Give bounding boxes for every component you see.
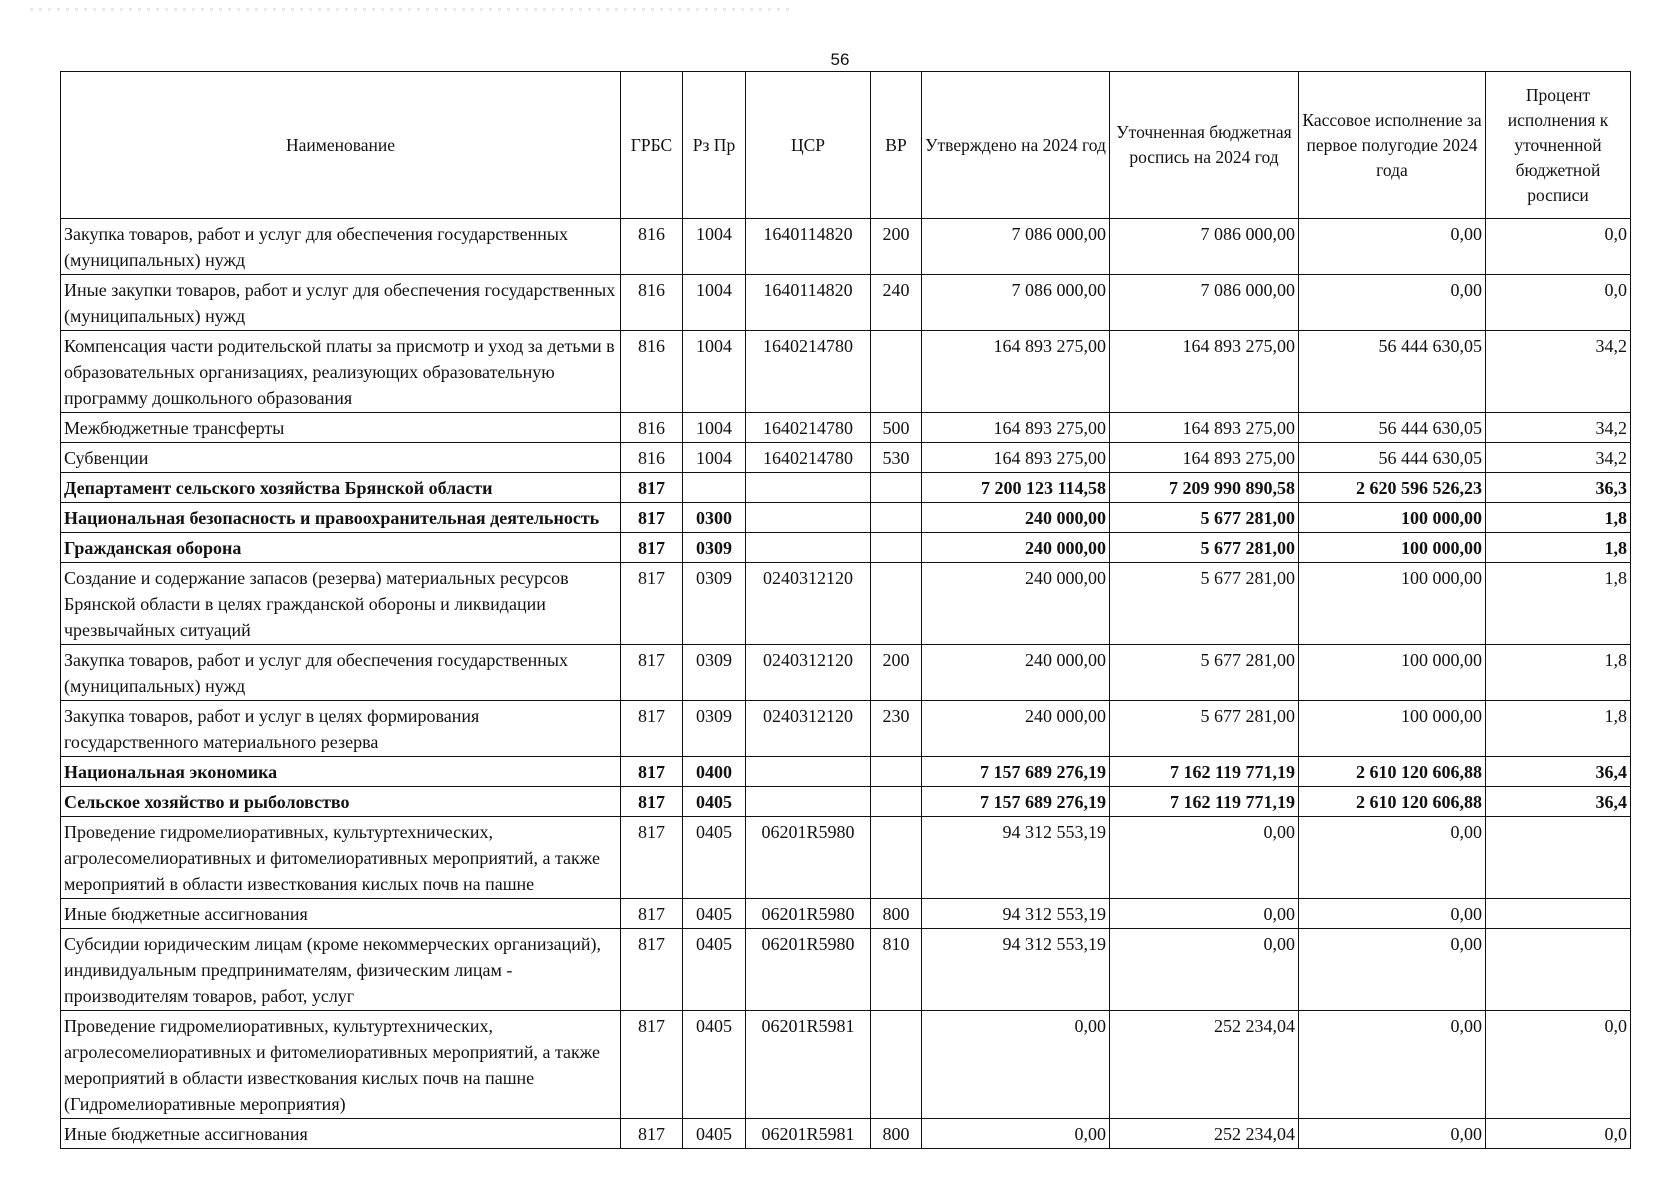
table-row [61,645,1631,701]
table-row [61,473,1631,503]
cell-vr: 200 [871,219,922,275]
cell-percent: 34,2 [1486,443,1631,473]
page-number: 56 [830,50,850,69]
table-row [61,787,1631,817]
cell-vr: 800 [871,899,922,929]
cell-grbs: 817 [621,1011,683,1119]
cell-grbs: 816 [621,413,683,443]
cell-vr: 230 [871,701,922,757]
cell-vr: 530 [871,443,922,473]
cell-refined: 0,00 [1110,899,1299,929]
cell-csr: 06201R5981 [746,1119,871,1149]
header-approved: Утверждено на 2024 год [922,72,1110,219]
cell-rzpr: 0309 [683,701,746,757]
cell-approved: 94 312 553,19 [922,817,1110,899]
cell-rzpr: 1004 [683,331,746,413]
cell-refined: 0,00 [1110,817,1299,899]
table-body [61,219,1631,1149]
cell-refined: 7 162 119 771,19 [1110,787,1299,817]
cell-rzpr: 1004 [683,443,746,473]
cell-percent: 0,0 [1486,275,1631,331]
cell-cash: 2 620 596 526,23 [1299,473,1486,503]
cell-vr [871,817,922,899]
cell-percent: 36,4 [1486,757,1631,787]
cell-vr [871,787,922,817]
cell-csr: 06201R5980 [746,929,871,1011]
cell-csr: 1640114820 [746,275,871,331]
cell-approved: 94 312 553,19 [922,899,1110,929]
cell-grbs: 817 [621,1119,683,1149]
cell-vr [871,331,922,413]
cell-name: Департамент сельского хозяйства Брянской области [61,473,621,503]
cell-cash: 100 000,00 [1299,533,1486,563]
cell-grbs: 817 [621,817,683,899]
cell-rzpr: 0309 [683,563,746,645]
cell-refined: 252 234,04 [1110,1011,1299,1119]
cell-approved: 164 893 275,00 [922,443,1110,473]
cell-grbs: 816 [621,443,683,473]
table-row [61,219,1631,275]
cell-csr: 1640214780 [746,443,871,473]
cell-csr: 06201R5981 [746,1011,871,1119]
cell-csr: 1640114820 [746,219,871,275]
scan-artifact [30,8,790,11]
cell-vr [871,563,922,645]
table-row [61,757,1631,787]
header-refined: Уточненная бюджетная роспись на 2024 год [1110,72,1299,219]
cell-grbs: 817 [621,473,683,503]
cell-percent [1486,929,1631,1011]
cell-grbs: 817 [621,757,683,787]
cell-percent: 36,4 [1486,787,1631,817]
cell-csr: 0240312120 [746,645,871,701]
cell-name: Иные бюджетные ассигнования [61,899,621,929]
cell-grbs: 817 [621,563,683,645]
cell-vr: 500 [871,413,922,443]
cell-name: Иные закупки товаров, работ и услуг для обеспечения государственных (муниципальных) нужд [61,275,621,331]
cell-csr: 0240312120 [746,563,871,645]
cell-approved: 0,00 [922,1119,1110,1149]
cell-rzpr: 0405 [683,899,746,929]
cell-cash: 0,00 [1299,899,1486,929]
cell-approved: 240 000,00 [922,563,1110,645]
cell-approved: 7 157 689 276,19 [922,757,1110,787]
header-name: Наименование [61,72,621,219]
cell-cash: 56 444 630,05 [1299,331,1486,413]
cell-csr [746,503,871,533]
cell-refined: 7 086 000,00 [1110,219,1299,275]
cell-percent: 34,2 [1486,331,1631,413]
cell-rzpr: 0405 [683,1119,746,1149]
cell-percent: 1,8 [1486,563,1631,645]
table-row [61,443,1631,473]
cell-rzpr: 0300 [683,503,746,533]
cell-rzpr [683,473,746,503]
cell-percent: 0,0 [1486,1119,1631,1149]
cell-percent: 1,8 [1486,701,1631,757]
cell-refined: 7 162 119 771,19 [1110,757,1299,787]
cell-name: Закупка товаров, работ и услуг для обеспечения государственных (муниципальных) нужд [61,219,621,275]
header-grbs: ГРБС [621,72,683,219]
cell-refined: 5 677 281,00 [1110,563,1299,645]
cell-vr: 200 [871,645,922,701]
cell-cash: 0,00 [1299,219,1486,275]
cell-cash: 0,00 [1299,817,1486,899]
cell-approved: 7 086 000,00 [922,275,1110,331]
cell-vr: 810 [871,929,922,1011]
cell-refined: 5 677 281,00 [1110,503,1299,533]
cell-vr [871,503,922,533]
header-cash: Кассовое исполнение за первое полугодие 2024 года [1299,72,1486,219]
header-percent: Процент исполнения к уточненной бюджетной росписи [1486,72,1631,219]
cell-name: Компенсация части родительской платы за присмотр и уход за детьми в образовательных организациях, реализующих образовательную программу дошкольного образования [61,331,621,413]
cell-cash: 0,00 [1299,1011,1486,1119]
cell-name: Создание и содержание запасов (резерва) материальных ресурсов Брянской области в целях гражданской обороны и ликвидации чрезвычайных ситуаций [61,563,621,645]
cell-percent: 1,8 [1486,503,1631,533]
cell-name: Национальная экономика [61,757,621,787]
cell-refined: 5 677 281,00 [1110,701,1299,757]
table-row [61,817,1631,899]
cell-refined: 5 677 281,00 [1110,645,1299,701]
cell-cash: 56 444 630,05 [1299,413,1486,443]
cell-percent: 34,2 [1486,413,1631,443]
cell-rzpr: 0405 [683,1011,746,1119]
table-row [61,563,1631,645]
cell-percent: 1,8 [1486,645,1631,701]
cell-cash: 0,00 [1299,929,1486,1011]
cell-grbs: 816 [621,331,683,413]
cell-approved: 7 086 000,00 [922,219,1110,275]
cell-grbs: 817 [621,533,683,563]
cell-name: Субсидии юридическим лицам (кроме некоммерческих организаций), индивидуальным предпринимателям, физическим лицам - производителям товаров, работ, услуг [61,929,621,1011]
cell-approved: 240 000,00 [922,503,1110,533]
cell-vr: 240 [871,275,922,331]
cell-name: Гражданская оборона [61,533,621,563]
cell-csr [746,787,871,817]
table-row [61,503,1631,533]
cell-percent [1486,817,1631,899]
cell-csr [746,533,871,563]
cell-rzpr: 1004 [683,413,746,443]
cell-csr [746,757,871,787]
cell-csr: 0240312120 [746,701,871,757]
cell-csr: 1640214780 [746,331,871,413]
header-vr: ВР [871,72,922,219]
table-header-row [61,72,1631,219]
cell-vr [871,1011,922,1119]
table-row [61,275,1631,331]
cell-name: Иные бюджетные ассигнования [61,1119,621,1149]
cell-grbs: 817 [621,503,683,533]
cell-refined: 252 234,04 [1110,1119,1299,1149]
cell-cash: 100 000,00 [1299,645,1486,701]
table-row [61,1011,1631,1119]
cell-refined: 164 893 275,00 [1110,331,1299,413]
cell-csr: 1640214780 [746,413,871,443]
cell-grbs: 817 [621,899,683,929]
cell-cash: 56 444 630,05 [1299,443,1486,473]
cell-rzpr: 0405 [683,787,746,817]
cell-vr [871,757,922,787]
cell-name: Сельское хозяйство и рыболовство [61,787,621,817]
cell-name: Субвенции [61,443,621,473]
cell-csr: 06201R5980 [746,899,871,929]
cell-approved: 0,00 [922,1011,1110,1119]
cell-refined: 7 086 000,00 [1110,275,1299,331]
cell-refined: 164 893 275,00 [1110,443,1299,473]
cell-approved: 94 312 553,19 [922,929,1110,1011]
cell-approved: 240 000,00 [922,701,1110,757]
header-csr: ЦСР [746,72,871,219]
cell-approved: 164 893 275,00 [922,413,1110,443]
cell-rzpr: 0405 [683,817,746,899]
table-row [61,533,1631,563]
cell-rzpr: 1004 [683,219,746,275]
budget-execution-table [60,71,1631,1149]
cell-vr: 800 [871,1119,922,1149]
cell-rzpr: 0405 [683,929,746,1011]
cell-name: Закупка товаров, работ и услуг в целях формирования государственного материального резерва [61,701,621,757]
cell-approved: 7 157 689 276,19 [922,787,1110,817]
cell-rzpr: 1004 [683,275,746,331]
cell-cash: 2 610 120 606,88 [1299,757,1486,787]
table-row [61,331,1631,413]
cell-percent: 0,0 [1486,219,1631,275]
cell-vr [871,473,922,503]
header-rzpr: Рз Пр [683,72,746,219]
cell-csr: 06201R5980 [746,817,871,899]
cell-percent [1486,899,1631,929]
cell-grbs: 817 [621,645,683,701]
cell-name: Проведение гидромелиоративных, культуртехнических, агролесомелиоративных и фитомелиоративных мероприятий, а также мероприятий в области известкования кислых почв на пашне [61,817,621,899]
cell-percent: 0,0 [1486,1011,1631,1119]
cell-rzpr: 0309 [683,645,746,701]
cell-cash: 2 610 120 606,88 [1299,787,1486,817]
cell-approved: 240 000,00 [922,533,1110,563]
cell-name: Закупка товаров, работ и услуг для обеспечения государственных (муниципальных) нужд [61,645,621,701]
cell-grbs: 816 [621,219,683,275]
cell-refined: 164 893 275,00 [1110,413,1299,443]
cell-grbs: 817 [621,929,683,1011]
cell-approved: 240 000,00 [922,645,1110,701]
cell-refined: 0,00 [1110,929,1299,1011]
cell-rzpr: 0400 [683,757,746,787]
cell-cash: 100 000,00 [1299,563,1486,645]
cell-approved: 164 893 275,00 [922,331,1110,413]
cell-cash: 100 000,00 [1299,701,1486,757]
cell-csr [746,473,871,503]
cell-cash: 0,00 [1299,1119,1486,1149]
cell-cash: 0,00 [1299,275,1486,331]
cell-name: Национальная безопасность и правоохранительная деятельность [61,503,621,533]
cell-name: Проведение гидромелиоративных, культуртехнических, агролесомелиоративных и фитомелиоративных мероприятий, а также мероприятий в области известкования кислых почв на пашне (Гидромелиоративные мероприятия) [61,1011,621,1119]
cell-refined: 7 209 990 890,58 [1110,473,1299,503]
cell-percent: 1,8 [1486,533,1631,563]
table-row [61,899,1631,929]
cell-grbs: 817 [621,787,683,817]
cell-grbs: 817 [621,701,683,757]
cell-approved: 7 200 123 114,58 [922,473,1110,503]
cell-name: Межбюджетные трансферты [61,413,621,443]
table-row [61,1119,1631,1149]
table-row [61,413,1631,443]
cell-refined: 5 677 281,00 [1110,533,1299,563]
cell-percent: 36,3 [1486,473,1631,503]
table-row [61,929,1631,1011]
table-row [61,701,1631,757]
cell-rzpr: 0309 [683,533,746,563]
cell-vr [871,533,922,563]
cell-cash: 100 000,00 [1299,503,1486,533]
cell-grbs: 816 [621,275,683,331]
